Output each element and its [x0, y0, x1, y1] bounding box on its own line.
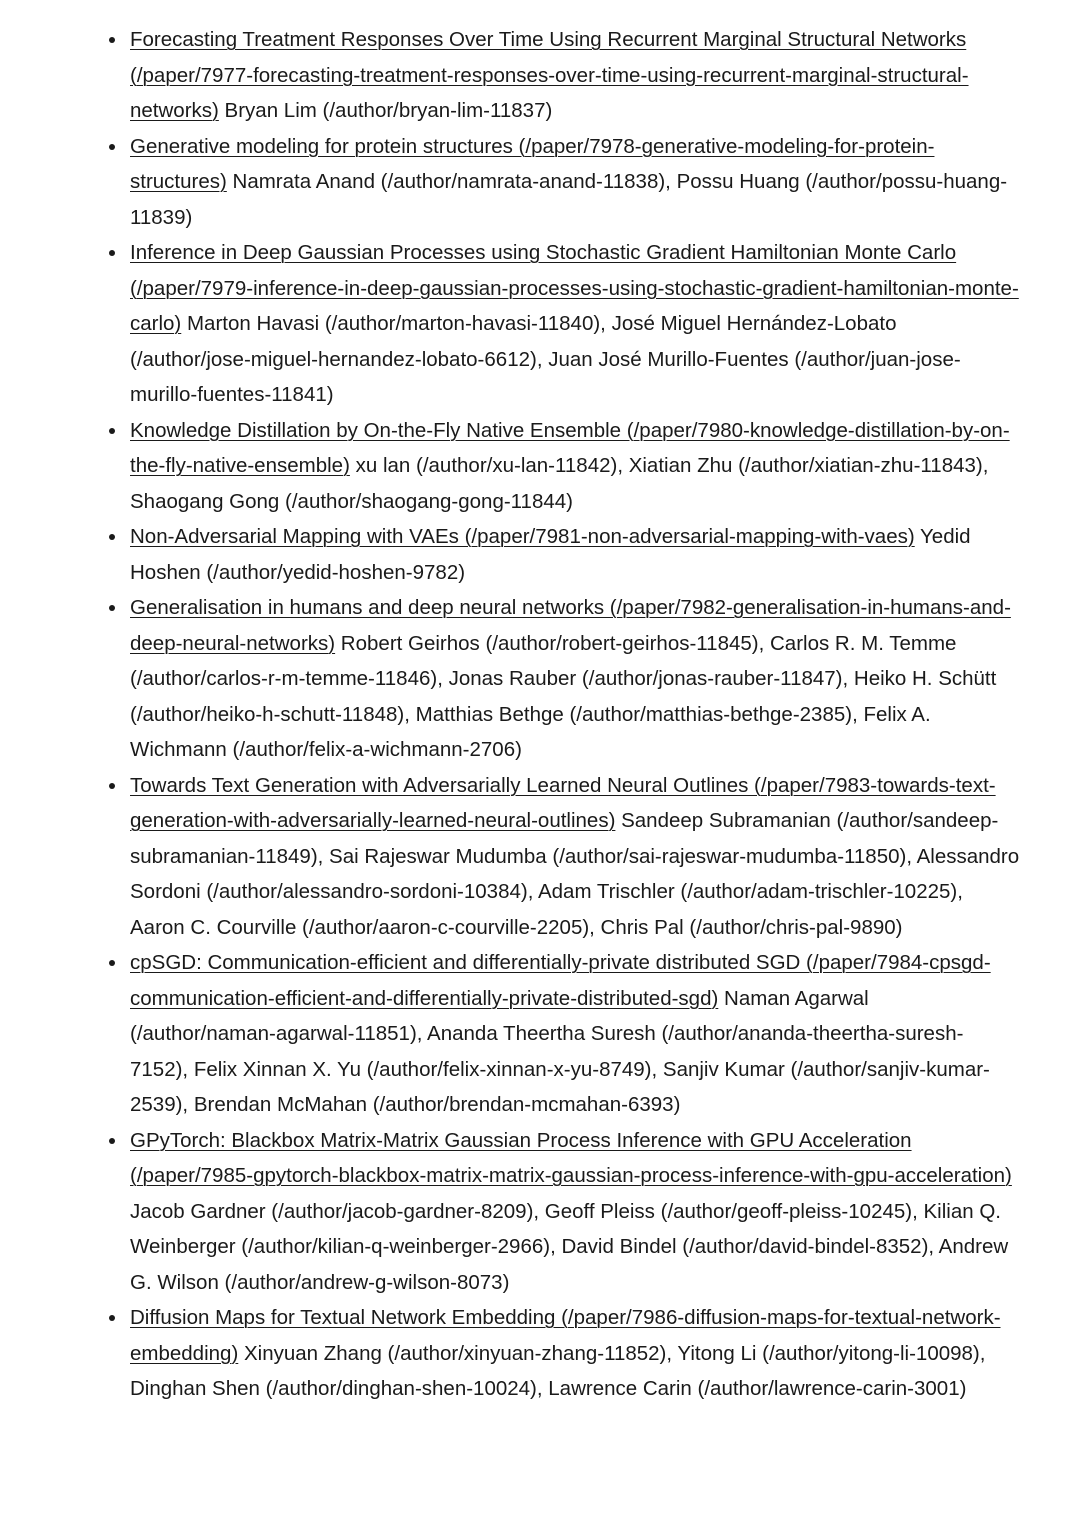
paper-authors: Naman Agarwal (/author/naman-agarwal-11851), Ananda Theertha Suresh (/author/ananda-theertha-suresh-7152), Felix Xinnan X. Yu (/author/felix-xinnan-x-yu-8749), Sanjiv Kumar (/author/sanjiv-kumar-2539), Brendan McMahan (/author/brendan-mcmahan-6393)	[130, 986, 990, 1116]
paper-authors: Marton Havasi (/author/marton-havasi-11840), José Miguel Hernández-Lobato (/author/jose-miguel-hernandez-lobato-6612), Juan José Murillo-Fuentes (/author/juan-jose-murillo-fuentes-11841)	[130, 312, 961, 406]
paper-authors: Sandeep Subramanian (/author/sandeep-subramanian-11849), Sai Rajeswar Mudumba (/author/sai-rajeswar-mudumba-11850), Alessandro Sordoni (/author/alessandro-sordoni-10384), Adam Trischler (/author/adam-trischler-10225), Aaron C. Courville (/author/aaron-c-courville-2205), Chris Pal (/author/chris-pal-9890)	[130, 809, 1020, 939]
list-item	[130, 590, 1020, 768]
list-item	[130, 519, 1020, 590]
paper-authors: Jacob Gardner (/author/jacob-gardner-8209), Geoff Pleiss (/author/geoff-pleiss-10245), Kilian Q. Weinberger (/author/kilian-q-weinberger-2966), David Bindel (/author/david-bindel-8352), Andrew G. Wilson (/author/andrew-g-wilson-8073)	[130, 1199, 1009, 1294]
list-item	[130, 129, 1020, 236]
paper-title-link[interactable]: Forecasting Treatment Responses Over Time Using Recurrent Marginal Structural Networks (/paper/7977-forecasting-treatment-responses-over-time-using-recurrent-marginal-structural-networks)	[130, 28, 969, 122]
list-item	[130, 235, 1020, 413]
list-item	[130, 22, 1020, 129]
paper-authors: Yedid Hoshen (/author/yedid-hoshen-9782)	[130, 525, 971, 584]
paper-title-link[interactable]: Generative modeling for protein structures (/paper/7978-generative-modeling-for-protein-structures)	[130, 134, 935, 193]
list-item	[130, 768, 1020, 946]
list-item	[130, 413, 1020, 520]
paper-title-link[interactable]: Knowledge Distillation by On-the-Fly Native Ensemble (/paper/7980-knowledge-distillation-by-on-the-fly-native-ensemble)	[130, 418, 1010, 477]
paper-authors: Robert Geirhos (/author/robert-geirhos-11845), Carlos R. M. Temme (/author/carlos-r-m-temme-11846), Jonas Rauber (/author/jonas-rauber-11847), Heiko H. Schütt (/author/heiko-h-schutt-11848), Matthias Bethge (/author/matthias-bethge-2385), Felix A. Wichmann (/author/felix-a-wichmann-2706)	[130, 631, 997, 761]
paper-authors: Namrata Anand (/author/namrata-anand-11838), Possu Huang (/author/possu-huang-11839)	[130, 170, 1008, 229]
paper-title-link[interactable]: Towards Text Generation with Adversarially Learned Neural Outlines (/paper/7983-towards-text-generation-with-adversarially-learned-neural-outlines)	[130, 773, 996, 832]
paper-authors: Bryan Lim (/author/bryan-lim-11837)	[218, 99, 553, 122]
paper-title-link[interactable]: Inference in Deep Gaussian Processes using Stochastic Gradient Hamiltonian Monte Carlo (/paper/7979-inference-in-deep-gaussian-processes-using-stochastic-gradient-hamiltonian-monte-carlo)	[130, 241, 1019, 335]
paper-authors: xu lan (/author/xu-lan-11842), Xiatian Zhu (/author/xiatian-zhu-11843), Shaogang Gong (/author/shaogang-gong-11844)	[130, 454, 989, 513]
list-item	[130, 1123, 1020, 1301]
list-item	[130, 945, 1020, 1123]
paper-title-link[interactable]: GPyTorch: Blackbox Matrix-Matrix Gaussian Process Inference with GPU Acceleration (/paper/7985-gpytorch-blackbox-matrix-matrix-gaussian-process-inference-with-gpu-acceleration)	[130, 1128, 1012, 1187]
list-item	[130, 1300, 1020, 1407]
paper-title-link[interactable]: Diffusion Maps for Textual Network Embedding (/paper/7986-diffusion-maps-for-textual-network-embedding)	[130, 1306, 1001, 1365]
paper-title-link[interactable]: cpSGD: Communication-efficient and differentially-private distributed SGD (/paper/7984-cpsgd-communication-efficient-and-differentially-private-distributed-sgd)	[130, 951, 991, 1010]
paper-title-link[interactable]: Non-Adversarial Mapping with VAEs (/paper/7981-non-adversarial-mapping-with-vaes)	[130, 525, 915, 548]
paper-authors: Xinyuan Zhang (/author/xinyuan-zhang-11852), Yitong Li (/author/yitong-li-10098), Dinghan Shen (/author/dinghan-shen-10024), Lawrence Carin (/author/lawrence-carin-3001)	[130, 1341, 986, 1400]
paper-title-link[interactable]: Generalisation in humans and deep neural networks (/paper/7982-generalisation-in-humans-and-deep-neural-networks)	[130, 596, 1011, 655]
